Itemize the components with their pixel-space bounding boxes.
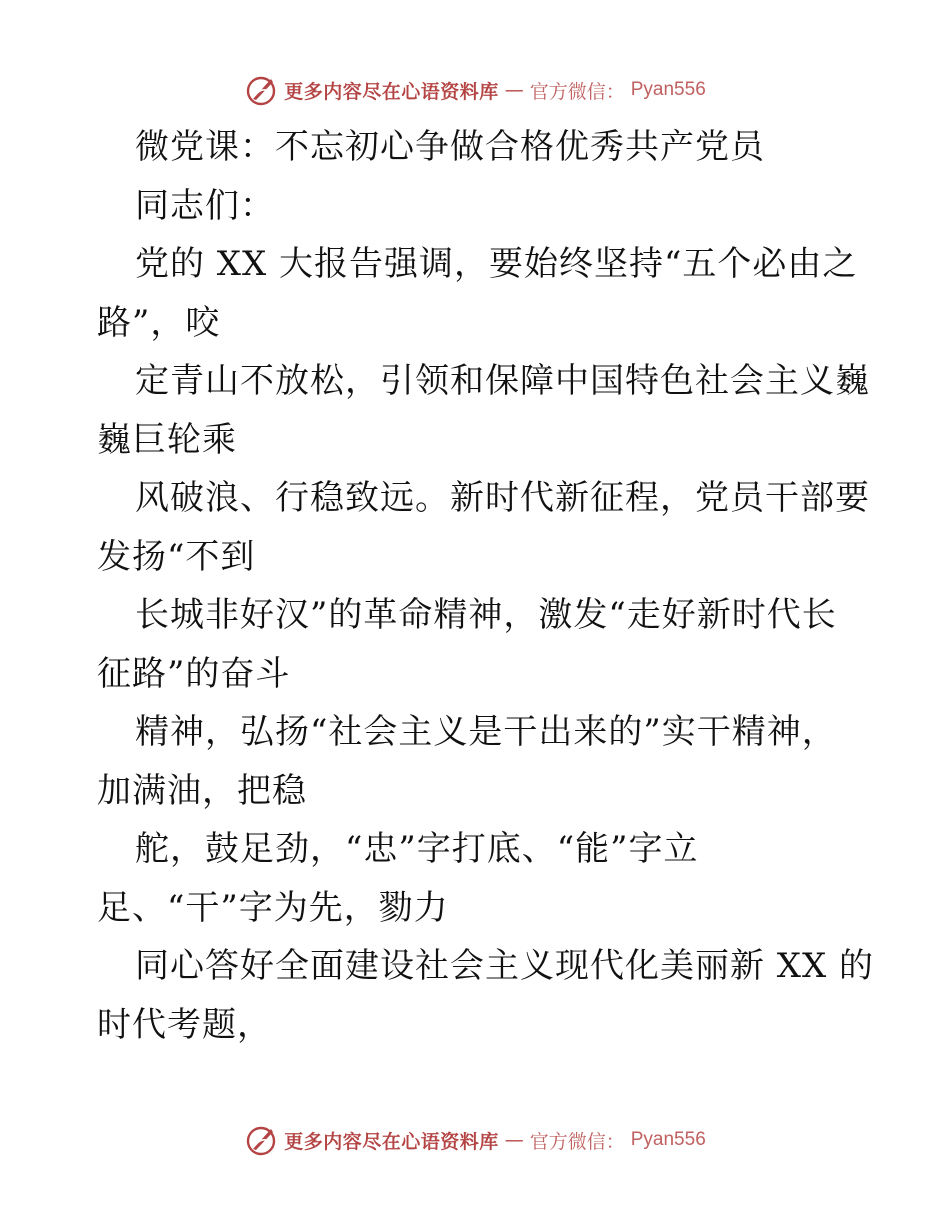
document-body <box>97 118 875 1054</box>
header-banner <box>0 70 950 110</box>
text-line: 风破浪、行稳致远。新时代新征程，党员干部要 <box>135 478 870 518</box>
banner-wechat-label: 官方微信： <box>529 80 625 103</box>
document-title: 微党课：不忘初心争做合格优秀共产党员 <box>135 127 765 167</box>
text-line: 时代考题， <box>97 1004 272 1045</box>
text-line: 路”，咬 <box>97 302 221 343</box>
text-line: 党的 XX 大报告强调，要始终坚持“五个必由之 <box>135 244 858 284</box>
text-line: 同心答好全面建设社会主义现代化美丽新 XX 的 <box>135 946 875 986</box>
footer-banner <box>0 1120 950 1160</box>
banner-dash: — <box>504 79 524 101</box>
banner-wechat-id: Pyan556 <box>630 1129 706 1150</box>
banner-wechat-id: Pyan556 <box>630 79 706 100</box>
text-line: 长城非好汉”的革命精神，激发“走好新时代长 <box>135 595 837 635</box>
text-line: 舵，鼓足劲，“忠”字打底、“能”字立 <box>135 829 699 869</box>
text-line: 征路”的奋斗 <box>97 653 291 694</box>
quill-circle-logo-icon <box>244 1123 278 1157</box>
text-line: 精神，弘扬“社会主义是干出来的”实干精神， <box>135 712 837 752</box>
quill-circle-logo-icon <box>244 73 278 107</box>
text-line: 巍巨轮乘 <box>97 419 237 460</box>
salutation: 同志们： <box>135 185 275 226</box>
banner-title: 更多内容尽在心语资料库 <box>284 1130 499 1153</box>
text-line: 发扬“不到 <box>97 536 256 577</box>
text-line: 足、“干”字为先，勠力 <box>97 887 449 928</box>
banner-title: 更多内容尽在心语资料库 <box>284 80 499 103</box>
text-line: 加满油，把稳 <box>97 770 307 811</box>
banner-dash: — <box>504 1129 524 1151</box>
banner-wechat-label: 官方微信： <box>529 1130 625 1153</box>
text-line: 定青山不放松，引领和保障中国特色社会主义巍 <box>135 361 870 401</box>
